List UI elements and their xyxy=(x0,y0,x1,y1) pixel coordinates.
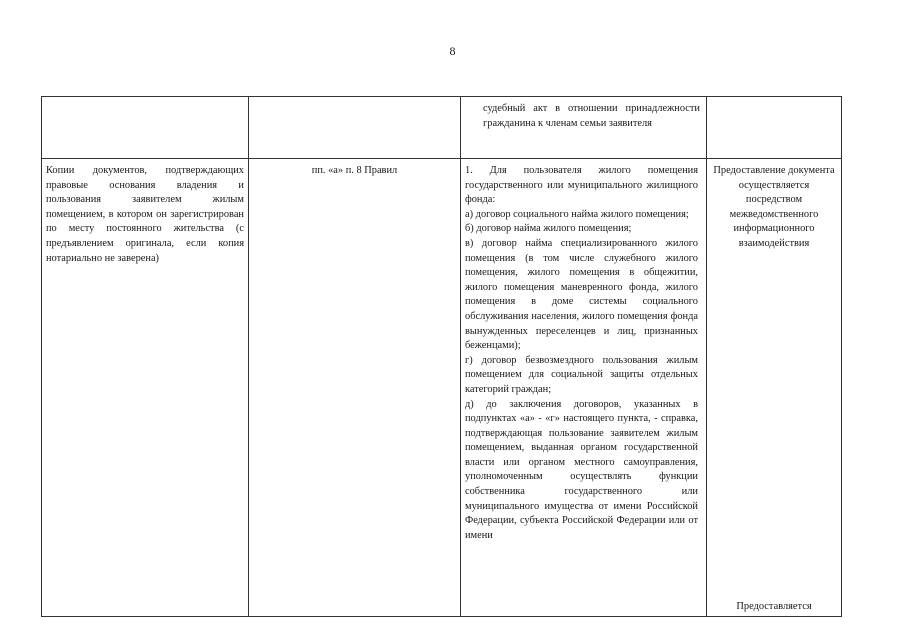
provision-note: Предоставляется xyxy=(736,601,812,613)
provision-method-cell xyxy=(707,159,842,617)
list-item: б) договор найма жилого помещения; xyxy=(465,223,632,235)
document-list-cell xyxy=(461,159,707,617)
page-number: 8 xyxy=(449,44,456,58)
court-act-cell: судебный акт в отношении принадлежности гражданина к членам семьи заявителя xyxy=(461,97,707,159)
rule-reference-cell: пп. «а» п. 8 Правил xyxy=(249,159,461,617)
provision-method-text: Предоставление документа осуществляется посредством межведомственного информационного взаимодействия xyxy=(713,165,835,249)
table-cell-empty xyxy=(42,97,249,159)
table-row xyxy=(42,97,842,159)
table-cell-empty xyxy=(707,97,842,159)
list-item: г) договор безвозмездного пользования жилым помещением для социальной защиты отдельных категорий граждан; xyxy=(465,354,698,395)
documents-table xyxy=(41,96,842,617)
table-cell-empty xyxy=(249,97,461,159)
list-item: д) до заключения договоров, указанных в подпунктах «а» - «г» настоящего пункта, - справка, подтверждающая пользование заявителем жилым помещением, выданная органом государственной власти или органом местного самоуправления, уполномоченным осуществлять функции собственника государственного или муниципального имущества от имени Российской Федерации, субъекта Российской Федерации или от имени xyxy=(465,398,698,541)
document-name-cell: Копии документов, подтверждающих правовые основания владения и пользования заявителем жилым помещением, в котором он зарегистрирован по месту постоянного жительства (с предъявлением оригинала, если копия нотариально не заверена) xyxy=(42,159,249,617)
list-item: а) договор социального найма жилого помещения; xyxy=(465,208,689,220)
table-row xyxy=(42,159,842,617)
list-item: 1. Для пользователя жилого помещения государственного или муниципального жилищного фонда: xyxy=(465,165,698,206)
list-item: в) договор найма специализированного жилого помещения (в том числе служебного жилого помещения, жилого помещения в общежитии, жилого помещения маневренного фонда, жилого помещения в доме системы социального обслуживания населения, жилого помещения фонда вынужденных переселенцев и лиц, признанных беженцами); xyxy=(465,237,698,352)
